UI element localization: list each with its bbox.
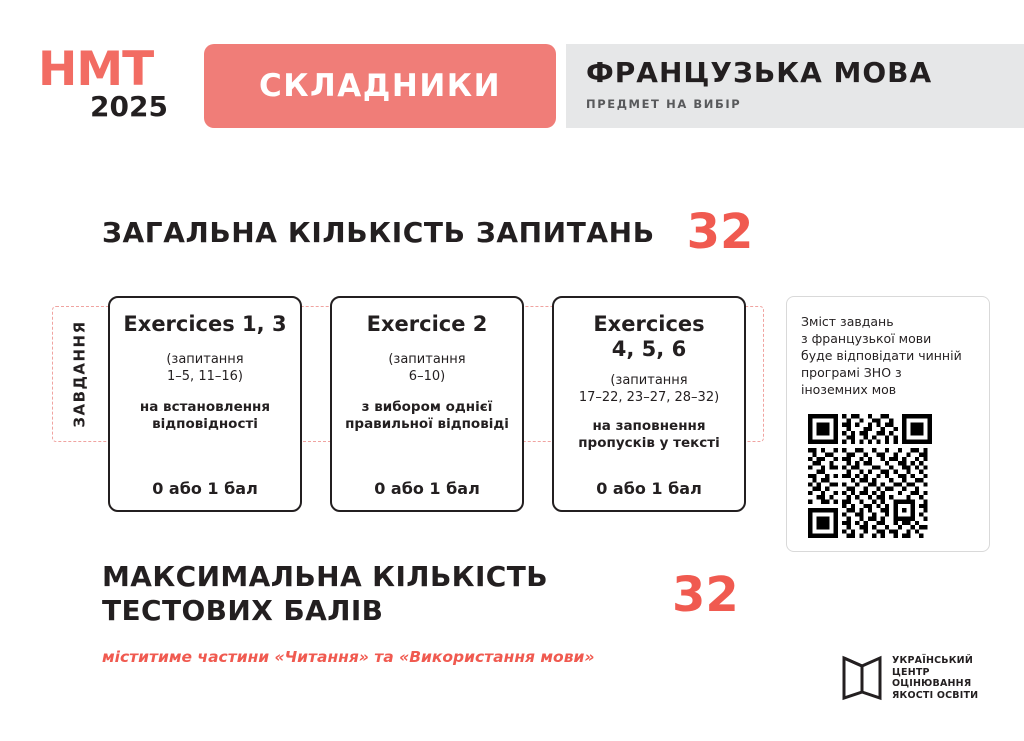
ucoqo-line-2: ЦЕНТР [892, 666, 930, 678]
exercise-card-1 [108, 296, 302, 512]
subject-subtitle: ПРЕДМЕТ НА ВИБІР [586, 97, 742, 111]
subject-block [586, 56, 932, 111]
exercise-card-1-title: Exercices 1, 3 [123, 312, 287, 336]
exercise-card-2-range: (запитання 6–10) [388, 352, 466, 384]
max-score-note: міститиме частини «Читання» та «Використання мови» [102, 648, 595, 666]
ucoqo-line-1: УКРАЇНСЬКИЙ [892, 655, 973, 666]
ucoqo-logo [840, 654, 978, 702]
exercise-card-2-score: 0 або 1 бал [374, 479, 480, 498]
exercise-card-1-range: (запитання 1–5, 11–16) [166, 352, 244, 384]
section-pill [204, 44, 556, 128]
exercise-card-3-range: (запитання 17–22, 23–27, 28–32) [578, 373, 720, 405]
side-note-text: Зміст завдань з французької мови буде відповідати чинній програмі ЗНО з іноземних мов [801, 314, 962, 397]
tasks-vertical-label [52, 306, 108, 442]
max-score-label: МАКСИМАЛЬНА КІЛЬКІСТЬ ТЕСТОВИХ БАЛІВ [102, 560, 548, 627]
total-questions-label: ЗАГАЛЬНА КІЛЬКІСТЬ ЗАПИТАНЬ [102, 215, 655, 249]
exercise-card-1-score: 0 або 1 бал [152, 479, 258, 498]
exercise-card-3 [552, 296, 746, 512]
nmt-logo [38, 42, 198, 123]
max-score-value: 32 [672, 567, 739, 623]
exercise-card-3-type: на заповнення пропусків у тексті [578, 418, 720, 451]
ucoqo-logo-text [892, 655, 978, 701]
exercise-card-1-type: на встановлення відповідності [139, 399, 271, 432]
exercise-card-3-score: 0 або 1 бал [596, 479, 702, 498]
page-header [0, 44, 1024, 128]
nmt-logo-year: 2025 [90, 90, 168, 123]
max-score-block [102, 560, 602, 628]
book-icon-svg [840, 654, 884, 702]
exercise-card-2-title: Exercice 2 [366, 312, 488, 336]
subject-title: ФРАНЦУЗЬКА МОВА [586, 56, 933, 89]
qr-code[interactable] [808, 414, 968, 538]
exercise-card-2 [330, 296, 524, 512]
section-pill-label: СКЛАДНИКИ [258, 68, 502, 104]
qr-code-image [808, 414, 932, 538]
ucoqo-line-4: ЯКОСТІ ОСВІТИ [892, 689, 979, 701]
exercise-card-3-title: Exercices 4, 5, 6 [593, 312, 705, 361]
ucoqo-line-3: ОЦІНЮВАННЯ [892, 678, 972, 689]
nmt-logo-text: НМТ [38, 42, 154, 97]
tasks-vertical-label-text: ЗАВДАННЯ [71, 320, 90, 428]
total-questions-row [102, 204, 754, 260]
exercise-card-2-type: з вибором однієї правильної відповіді [345, 399, 509, 432]
book-icon [840, 654, 884, 702]
total-questions-value: 32 [686, 204, 754, 260]
